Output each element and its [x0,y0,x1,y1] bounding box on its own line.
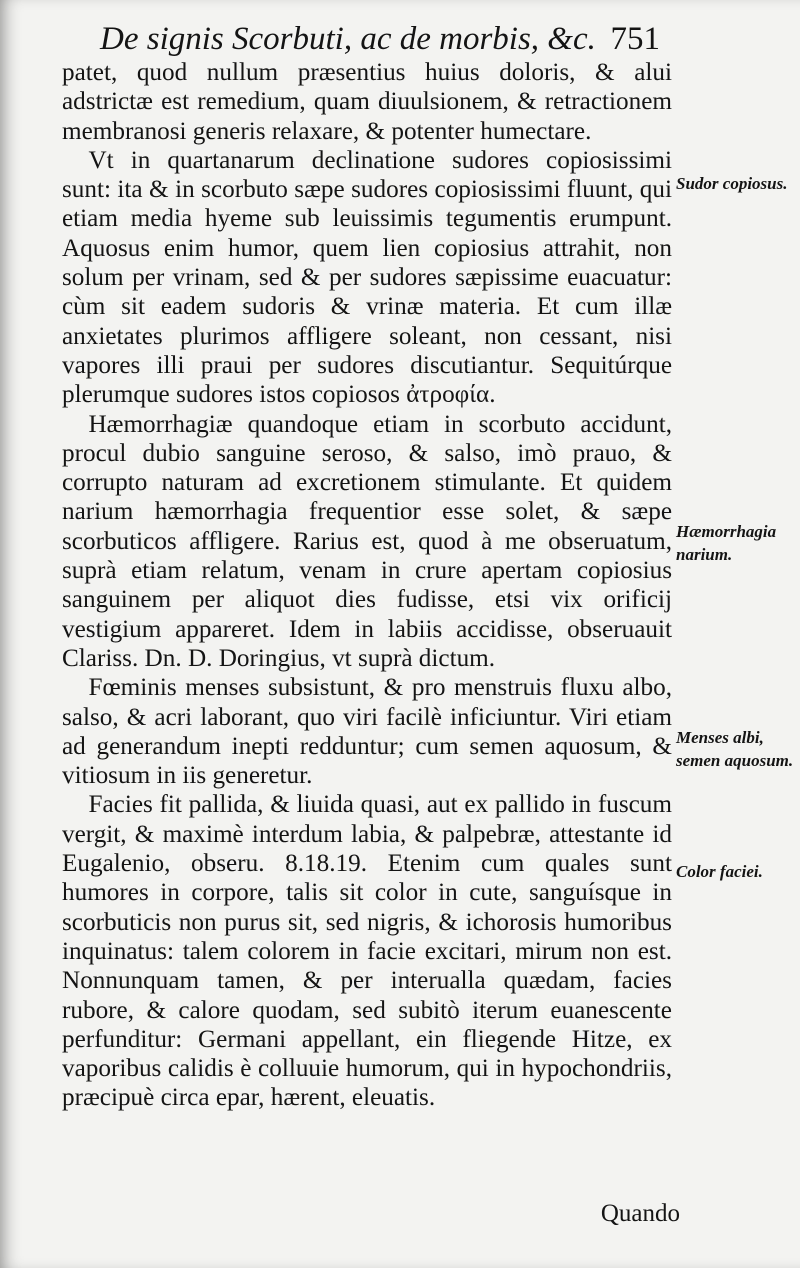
catchword: Quando [600,1200,680,1227]
sidenote-sudor: Sudor copiosus. [676,174,788,193]
paragraph-continuation: patet, quod nullum præsentius huius doloris, & alui adstrictæ est remedium, quam diuulsionem, & retractionem membranosi generis relaxare, & potenter humectare. [62,59,672,145]
running-title: De signis Scorbuti, ac de morbis, &c. [100,21,596,57]
paragraph-sudor: Vt in quartanarum declinatione sudores copiosissimi sunt: ita & in scorbuto sæpe sudores copiosissimi fluunt, qui etiam media hyeme sub leuissimis tegumentis erumpunt. Aquosus enim humor, quem lien copiosius attrahit, non solum per vrinam, sed & per sudores sæpissime euacuatur: cùm sit eadem sudoris & vrinæ materia. Et cum illæ anxietates plurimos affligere soleant, non cessant, nisi vapores illi praui per sudores discutiantur. Sequitúrque plerumque sudores istos copiosos ἀτροφία. [62,146,672,409]
text-body [62,58,672,1113]
running-head [100,16,660,62]
paragraph-menses: Fœminis menses subsistunt, & pro menstruis fluxu albo, salso, & acri laborant, quo viri facilè inficiuntur. Viri etiam ad generandum inepti redduntur; cum semen aquosum, & vitiosum in iis generetur. [62,674,672,790]
paragraph-haemorrhagia: Hæmorrhagiæ quandoque etiam in scorbuto accidunt, procul dubio sanguine seroso, & salso, imò prauo, & corrupto naturam ad excretionem stimulante. Et quidem narium hæmorrhagia frequentior esse solet, & sæpe scorbuticos affligere. Rarius est, quod à me obseruatum, suprà etiam relatum, venam in crure apertam copiosius sanguinem per aliquot dies fudisse, etsi vix orificij vestigium appareret. Idem in labiis accidisse, obseruauit Clariss. Dn. D. Doringius, vt suprà dictum. [62,410,672,672]
paragraph-color: Facies fit pallida, & liuida quasi, aut ex pallido in fuscum vergit, & maximè interdum labia, & palpebræ, attestante id Eugalenio, obseru. 8.18.19. Etenim cum quales sunt humores in corpore, talis sit color in cute, sanguísque in scorbuticis non purus sit, sed nigris, & ichorosis humoribus inquinatus: talem colorem in facie excitari, mirum non est. Nonnunquam tamen, & per interualla quædam, facies rubore, & calore quodam, sed subitò iterum euanescente perfunditur: Germani appellant, ein fliegende Hitze, ex vaporibus calidis è colluuie humorum, qui in hypochondriis, præcipuè circa epar, hærent, eleuatis. [62,791,672,1112]
page-number: 751 [610,21,660,57]
sidenote-haemorrhagia: Hæmorrhagia narium. [676,522,777,564]
sidenote-color: Color faciei. [676,862,763,881]
sidenote-menses: Menses albi, semen aquosum. [676,728,794,770]
